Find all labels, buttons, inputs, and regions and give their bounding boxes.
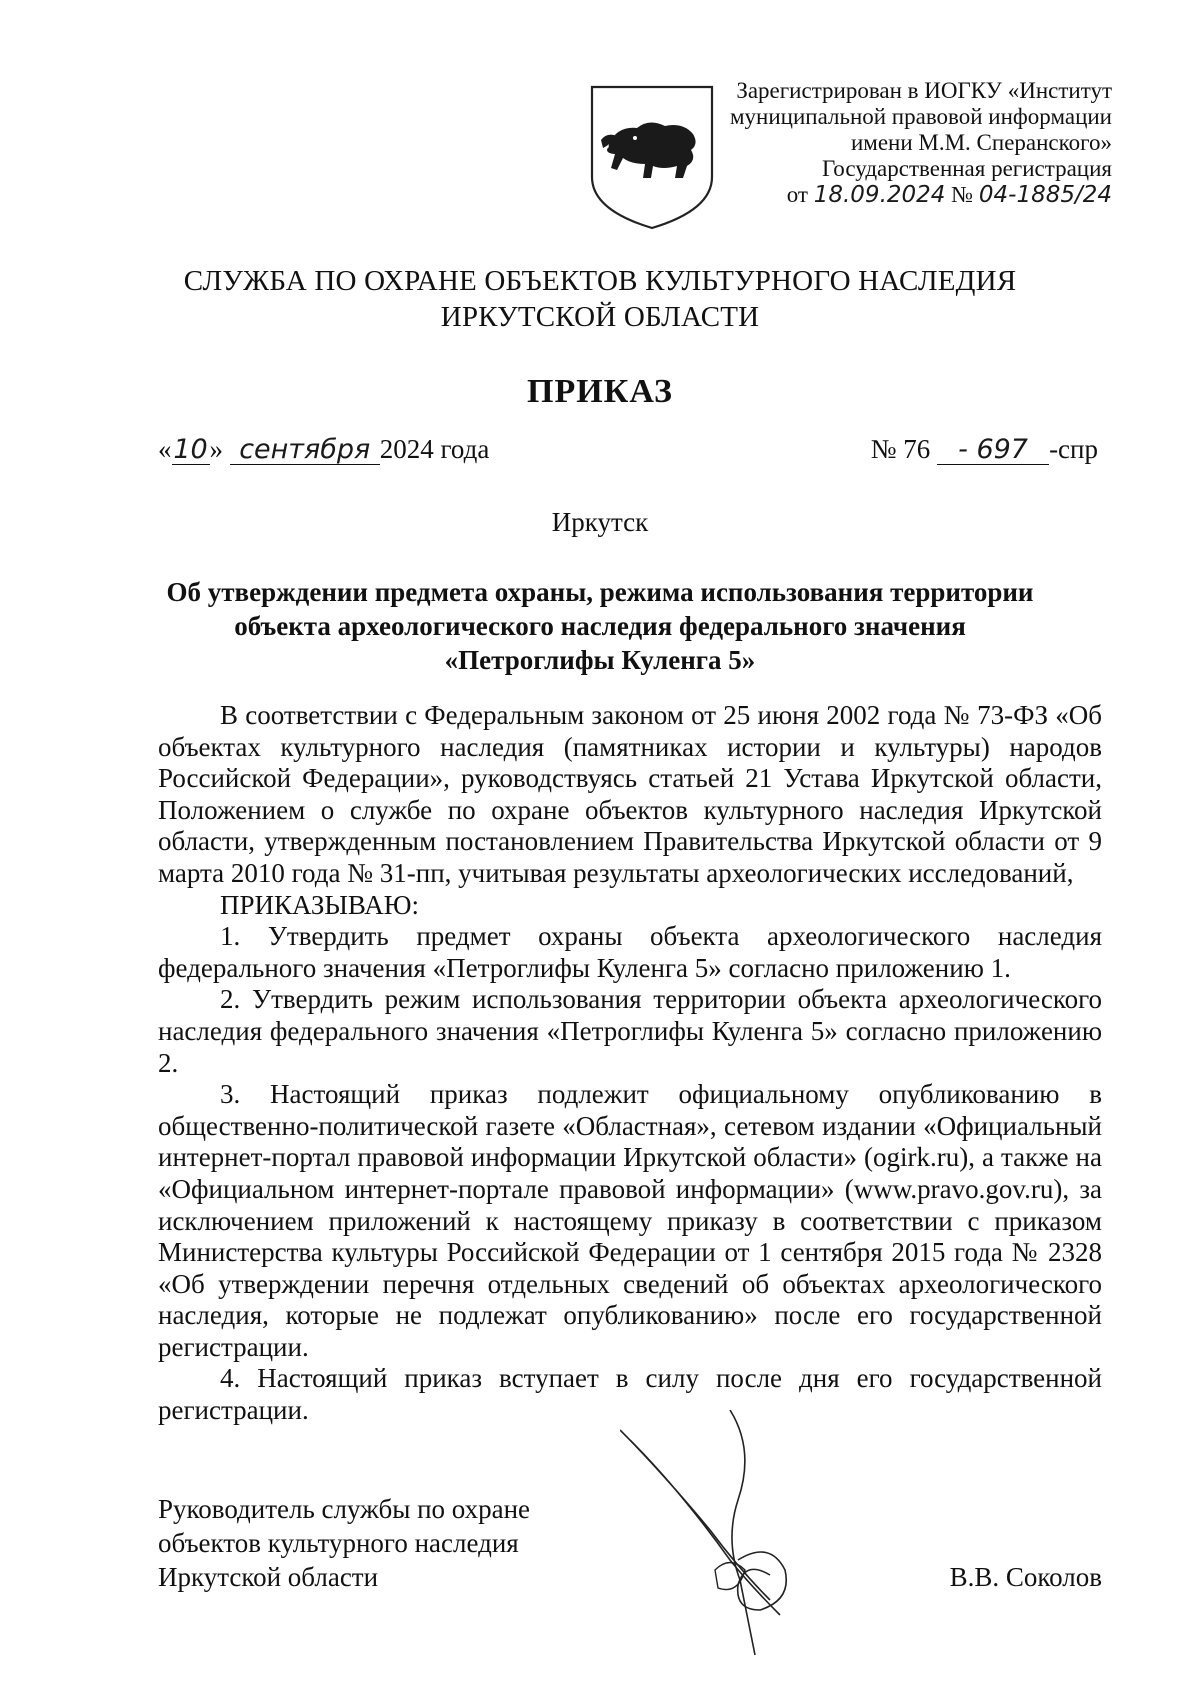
order-date bbox=[158, 432, 489, 466]
item-2-paragraph: 2. Утвердить режим использования территории объекта археологического наследия федерального значения «Петроглифы Куленга 5» согласно приложению 2. bbox=[158, 984, 1102, 1078]
agency-line-2: ИРКУТСКОЙ ОБЛАСТИ bbox=[440, 301, 760, 333]
signatory-name: В.В. Соколов bbox=[949, 1562, 1102, 1592]
signatory-position bbox=[158, 1492, 568, 1594]
agency-line-1: СЛУЖБА ПО ОХРАНЕ ОБЪЕКТОВ КУЛЬТУРНОГО НАСЛЕДИЯ bbox=[183, 265, 1017, 297]
subject-line-1: Об утверждении предмета охраны, режима использования территории bbox=[166, 577, 1034, 607]
handwritten-signature-icon bbox=[620, 1410, 860, 1660]
date-close-quote: » bbox=[209, 434, 223, 464]
order-word: ПРИКАЗЫВАЮ: bbox=[220, 889, 419, 920]
item-4-paragraph: 4. Настоящий приказ вступает в силу после дня его государственной регистрации. bbox=[158, 1363, 1102, 1426]
item-1-paragraph: 1. Утвердить предмет охраны объекта археологического наследия федерального значения «Петроглифы Куленга 5» согласно приложению 1. bbox=[158, 921, 1102, 983]
date-month: сентября bbox=[230, 436, 380, 465]
date-year: 2024 года bbox=[379, 434, 490, 464]
registration-line-3: имени М.М. Сперанского» bbox=[850, 130, 1112, 155]
registration-number: 04-1885/24 bbox=[978, 182, 1112, 208]
item-3-paragraph: 3. Настоящий приказ подлежит официальному опубликованию в общественно-политической газете «Областная», сетевом издании «Официальный интернет-портал правовой информации Иркутской области» (ogirk.ru), а также на «Официальном интернет-портале правовой информации» (www.pravo.gov.ru), за исключением приложений к настоящему приказу в соответствии с приказом Министерства культуры Российской Федерации от 1 сентября 2015 года № 2328 «Об утверждении перечня отдельных сведений об объектах археологического наследия, которые не подлежат опубликованию» после его государственной регистрации. bbox=[158, 1079, 1102, 1362]
order-number-value: - 697 bbox=[937, 436, 1049, 465]
order-number-prefix: № 76 bbox=[870, 434, 931, 464]
date-open-quote: « bbox=[158, 434, 172, 464]
registration-number-label: № bbox=[951, 182, 974, 207]
registration-stamp bbox=[692, 78, 1112, 208]
document-subject bbox=[150, 575, 1050, 677]
registration-from-label: от bbox=[786, 182, 808, 207]
document-body bbox=[158, 700, 1102, 1427]
document-title: ПРИКАЗ bbox=[527, 373, 673, 410]
registration-line-1: Зарегистрирован в ИОГКУ «Институт bbox=[736, 78, 1112, 103]
registration-date: 18.09.2024 bbox=[813, 182, 946, 208]
position-line-3: Иркутской области bbox=[158, 1562, 379, 1592]
registration-details bbox=[692, 182, 1112, 208]
agency-header bbox=[0, 263, 1200, 335]
order-number-suffix: -спр bbox=[1049, 434, 1098, 464]
date-number-row bbox=[158, 432, 1098, 472]
city: Иркутск bbox=[551, 507, 649, 537]
registration-line-4: Государственная регистрация bbox=[822, 156, 1112, 181]
position-line-1: Руководитель службы по охране bbox=[158, 1494, 531, 1524]
order-number bbox=[871, 432, 1098, 466]
preamble-paragraph: В соответствии с Федеральным законом от 25 июня 2002 года № 73-ФЗ «Об объектах культурного наследия (памятниках истории и культуры) народов Российской Федерации», руководствуясь статьей 21 Устава Иркутской области, Положением о службе по охране объектов культурного наследия Иркутской области, утвержденным постановлением Правительства Иркутской области от 9 марта 2010 года № 31-пп, учитывая результаты археологических исследований, bbox=[158, 700, 1102, 888]
position-line-2: объектов культурного наследия bbox=[158, 1528, 519, 1558]
subject-line-2: объекта археологического наследия федерального значения bbox=[234, 611, 966, 641]
date-day: 10 bbox=[173, 434, 208, 465]
registration-line-2: муниципальной правовой информации bbox=[729, 104, 1112, 129]
subject-line-3: «Петроглифы Куленга 5» bbox=[444, 645, 756, 675]
